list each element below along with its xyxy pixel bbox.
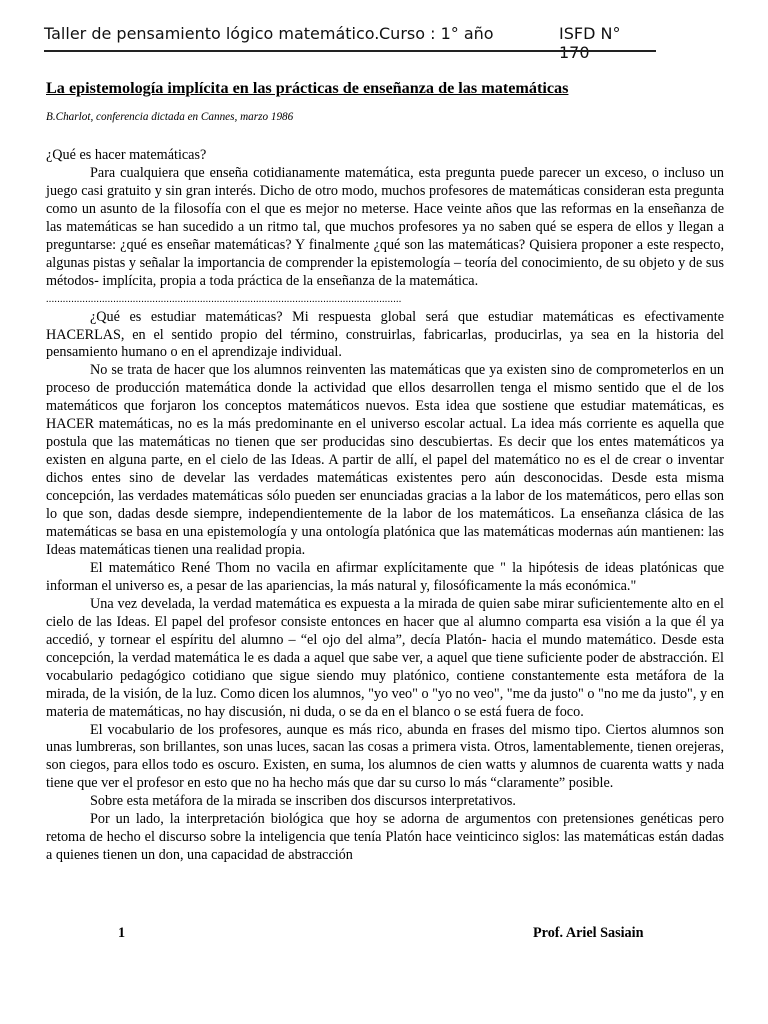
header-institute: ISFD N° 170 (559, 24, 621, 62)
page-header (44, 24, 656, 62)
header-course: Curso : 1° año (379, 24, 494, 43)
paragraph: Para cualquiera que enseña cotidianamente matemática, esta pregunta puede parecer un exceso, o incluso un juego casi gratuito y sin gran interés. Dicho de otro modo, muchos profesores de matemáticas consideran esta pregunta como un asunto de la filosofía con el que es mejor no meterse. Hace veinte años que las reformas en la enseñanza de las matemáticas se han sucedido a un ritmo tal, que muchos profesores ya no saben qué se espera de ellos y llegan a preguntarse: ¿qué es enseñar matemáticas? Y finalmente ¿qué son las matemáticas? Quisiera proponer a este respecto, algunas pistas y señalar la importancia de comprender la epistemología – teoría del conocimiento, de su objeto y de sus métodos- implícita, propia a toda práctica de la enseñanza de la matemática. (46, 164, 724, 289)
paragraph: Una vez develada, la verdad matemática es expuesta a la mirada de quien sabe mirar suficientemente alto en el cielo de las Ideas. El papel del profesor consiste entonces en hacer que al alumno comparta esa visión a la que él ya accedió, y tornear el espíritu del alumno – “el ojo del alma”, decía Platón- hacia el mundo matemático. Desde esta concepción, la verdad matemática le es dada a aquel que sabe ver, a aquel que tiene suficiente poder de abstracción. El vocabulario pedagógico cotidiano que sigue siendo muy platónico, contiene constantemente esta metáfora de la mirada, de la visión, de la luz. Como dicen los alumnos, "yo veo" o "yo no veo", "me da justo" o "no me da justo", y en materia de matemáticas, no hay discusión, ni duda, o se da en el blanco o se está fuera de foco. (46, 595, 724, 720)
paragraph: Por un lado, la interpretación biológica que hoy se adorna de argumentos con pretensiones genéticas pero retoma de hecho el discurso sobre la inteligencia que tenía Platón hace veinticinco siglos: las matemáticas están dadas a quienes tienen un don, una capacidad de abstracción (46, 811, 724, 864)
document-title: La epistemología implícita en las prácticas de enseñanza de las matemáticas (46, 79, 569, 97)
footer-author: Prof. Ariel Sasiain (533, 925, 644, 941)
paragraph: El vocabulario de los profesores, aunque es más rico, abunda en frases del mismo tipo. Ciertos alumnos son unas lumbreras, son brillantes, son unas luces, sacan las cosas a primera vista. Otros, lamentablemente, tienen orejeras, son ciegos, para ellos todo es oscuro. Existen, en suma, los alumnos de cien watts y alumnos de cuarenta watts y nada tiene que ver el profesor en esto que no ha hecho más que dar su curso lo más “claramente” posible. (46, 721, 724, 792)
header-divider (44, 50, 656, 52)
paragraph: ¿Qué es estudiar matemáticas? Mi respuesta global será que estudiar matemáticas es efectivamente HACERLAS, en el sentido propio del término, construirlas, fabricarlas, producirlas, ya sea en la historia del pensamiento humano o en el aprendizaje individual. (46, 308, 724, 361)
paragraph: El matemático René Thom no vacila en afirmar explícitamente que " la hipótesis de ideas platónicas que informan el universo es, a pesar de las apariencias, la más natural y, filosóficamente la más económica." (46, 559, 724, 594)
header-workshop-title: Taller de pensamiento lógico matemático. (44, 24, 380, 43)
document-body (46, 147, 724, 865)
paragraph: Sobre esta metáfora de la mirada se inscriben dos discursos interpretativos. (90, 793, 516, 810)
ellipsis-separator: ............................................................................................................................... (46, 293, 402, 305)
page-number: 1 (118, 925, 126, 941)
document-subtitle: B.Charlot, conferencia dictada en Cannes, marzo 1986 (46, 111, 294, 123)
section-question-heading: ¿Qué es hacer matemáticas? (46, 147, 207, 163)
paragraph: No se trata de hacer que los alumnos reinventen las matemáticas que ya existen sino de comprometerlos en un proceso de producción matemática donde la actividad que ellos desarrollen tenga el mismo sentido que el de los matemáticos que forjaron los conceptos matemáticos nuevos. Esta idea que sostiene que estudiar matemáticas, es HACER matemáticas, no es la más predominante en el universo escolar actual. La idea más corriente es aquella que postula que las matemáticas no tienen que ser producidas sino descubiertas. Es decir que los entes matemáticos ya existen en alguna parte, en el cielo de las Ideas. A partir de allí, el papel del matemático no es el de crear o inventar dichos entes sino de develar las verdades matemáticas existentes pero aún desconocidas. Desde esta misma concepción, las verdades matemáticas sólo pueden ser enunciadas gracias a la labor de los matemáticos, pero ellas son lo que son, dadas desde siempre, independientemente de la labor de los matemáticos. La enseñanza clásica de las matemáticas se basa en una epistemología y una ontología platónica que las matemáticas modernas aún mantienen: las Ideas matemáticas tienen una realidad propia. (46, 362, 724, 558)
